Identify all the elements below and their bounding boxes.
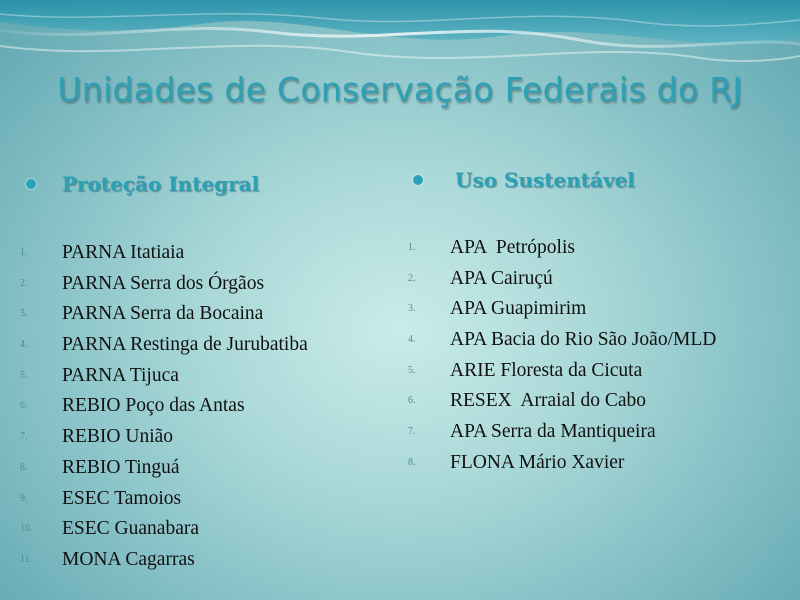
heading-label: Proteção Integral bbox=[62, 172, 260, 196]
list-item bbox=[408, 233, 716, 264]
list-number: 4. bbox=[20, 339, 28, 351]
list-item bbox=[408, 356, 716, 387]
list-item-text: REBIO União bbox=[62, 426, 174, 448]
list-item-text: REBIO Poço das Antas bbox=[62, 395, 245, 417]
list-number: 5. bbox=[408, 364, 416, 376]
list-number: 6. bbox=[408, 395, 416, 407]
list-item bbox=[20, 514, 308, 545]
list-number: 3. bbox=[20, 308, 28, 320]
list-number: 9. bbox=[20, 492, 28, 504]
list-item-text: APA Serra da Mantiqueira bbox=[450, 421, 656, 443]
list-item bbox=[20, 453, 308, 484]
slide-title: Unidades de Conservação Federais do RJ bbox=[57, 70, 743, 109]
list-item bbox=[408, 417, 716, 448]
list-number: 2. bbox=[20, 277, 28, 289]
list-item bbox=[20, 330, 308, 361]
protecao-integral-list bbox=[20, 238, 308, 576]
list-item-text: PARNA Tijuca bbox=[62, 364, 179, 386]
list-item-text: PARNA Itatiaia bbox=[62, 242, 185, 263]
list-item-text: RESEX Arraial do Cabo bbox=[450, 390, 647, 412]
bullet-icon bbox=[26, 179, 36, 189]
list-item bbox=[20, 299, 308, 330]
list-item bbox=[20, 269, 308, 300]
list-item bbox=[408, 448, 716, 479]
list-number: 1. bbox=[408, 242, 416, 253]
list-item bbox=[20, 484, 308, 515]
list-number: 6. bbox=[20, 400, 28, 412]
list-item-text: APA Petrópolis bbox=[450, 237, 575, 258]
list-item-text: ESEC Tamoios bbox=[62, 487, 182, 509]
list-item bbox=[20, 361, 308, 392]
list-item-text: APA Guapimirim bbox=[450, 298, 587, 320]
list-item bbox=[20, 422, 308, 453]
list-number: 7. bbox=[20, 431, 28, 443]
list-item-text: MONA Cagarras bbox=[62, 548, 195, 570]
list-item bbox=[20, 545, 308, 576]
list-number: 10. bbox=[20, 523, 33, 535]
list-number: 7. bbox=[408, 426, 416, 438]
list-number: 1. bbox=[20, 247, 28, 258]
list-item bbox=[408, 325, 717, 356]
list-item bbox=[20, 238, 308, 269]
list-item bbox=[408, 386, 716, 417]
list-number: 3. bbox=[408, 303, 416, 315]
list-item-text: APA Bacia do Rio São João/MLD bbox=[450, 329, 717, 351]
list-item bbox=[408, 294, 716, 325]
heading-protecao-integral bbox=[26, 172, 259, 196]
list-number: 2. bbox=[408, 272, 416, 284]
list-number: 11. bbox=[20, 553, 33, 565]
list-number: 8. bbox=[20, 461, 28, 473]
heading-uso-sustentavel bbox=[413, 168, 635, 192]
list-item-text: APA Cairuçú bbox=[450, 267, 553, 289]
list-item-text: PARNA Serra da Bocaina bbox=[62, 303, 264, 325]
list-item-text: REBIO Tinguá bbox=[62, 456, 180, 478]
list-item-text: PARNA Serra dos Órgãos bbox=[62, 272, 265, 294]
uso-sustentavel-list bbox=[408, 233, 717, 479]
heading-label: Uso Sustentável bbox=[455, 168, 635, 192]
list-item-text: ESEC Guanabara bbox=[62, 518, 199, 540]
list-number: 4. bbox=[408, 334, 416, 346]
list-item-text: PARNA Restinga de Jurubatiba bbox=[62, 334, 308, 356]
list-item bbox=[408, 264, 716, 295]
list-item-text: ARIE Floresta da Cicuta bbox=[450, 359, 643, 381]
list-item-text: FLONA Mário Xavier bbox=[450, 451, 625, 473]
bullet-icon bbox=[413, 175, 423, 185]
list-number: 8. bbox=[408, 456, 416, 468]
list-item bbox=[20, 391, 308, 422]
list-number: 5. bbox=[20, 369, 28, 381]
